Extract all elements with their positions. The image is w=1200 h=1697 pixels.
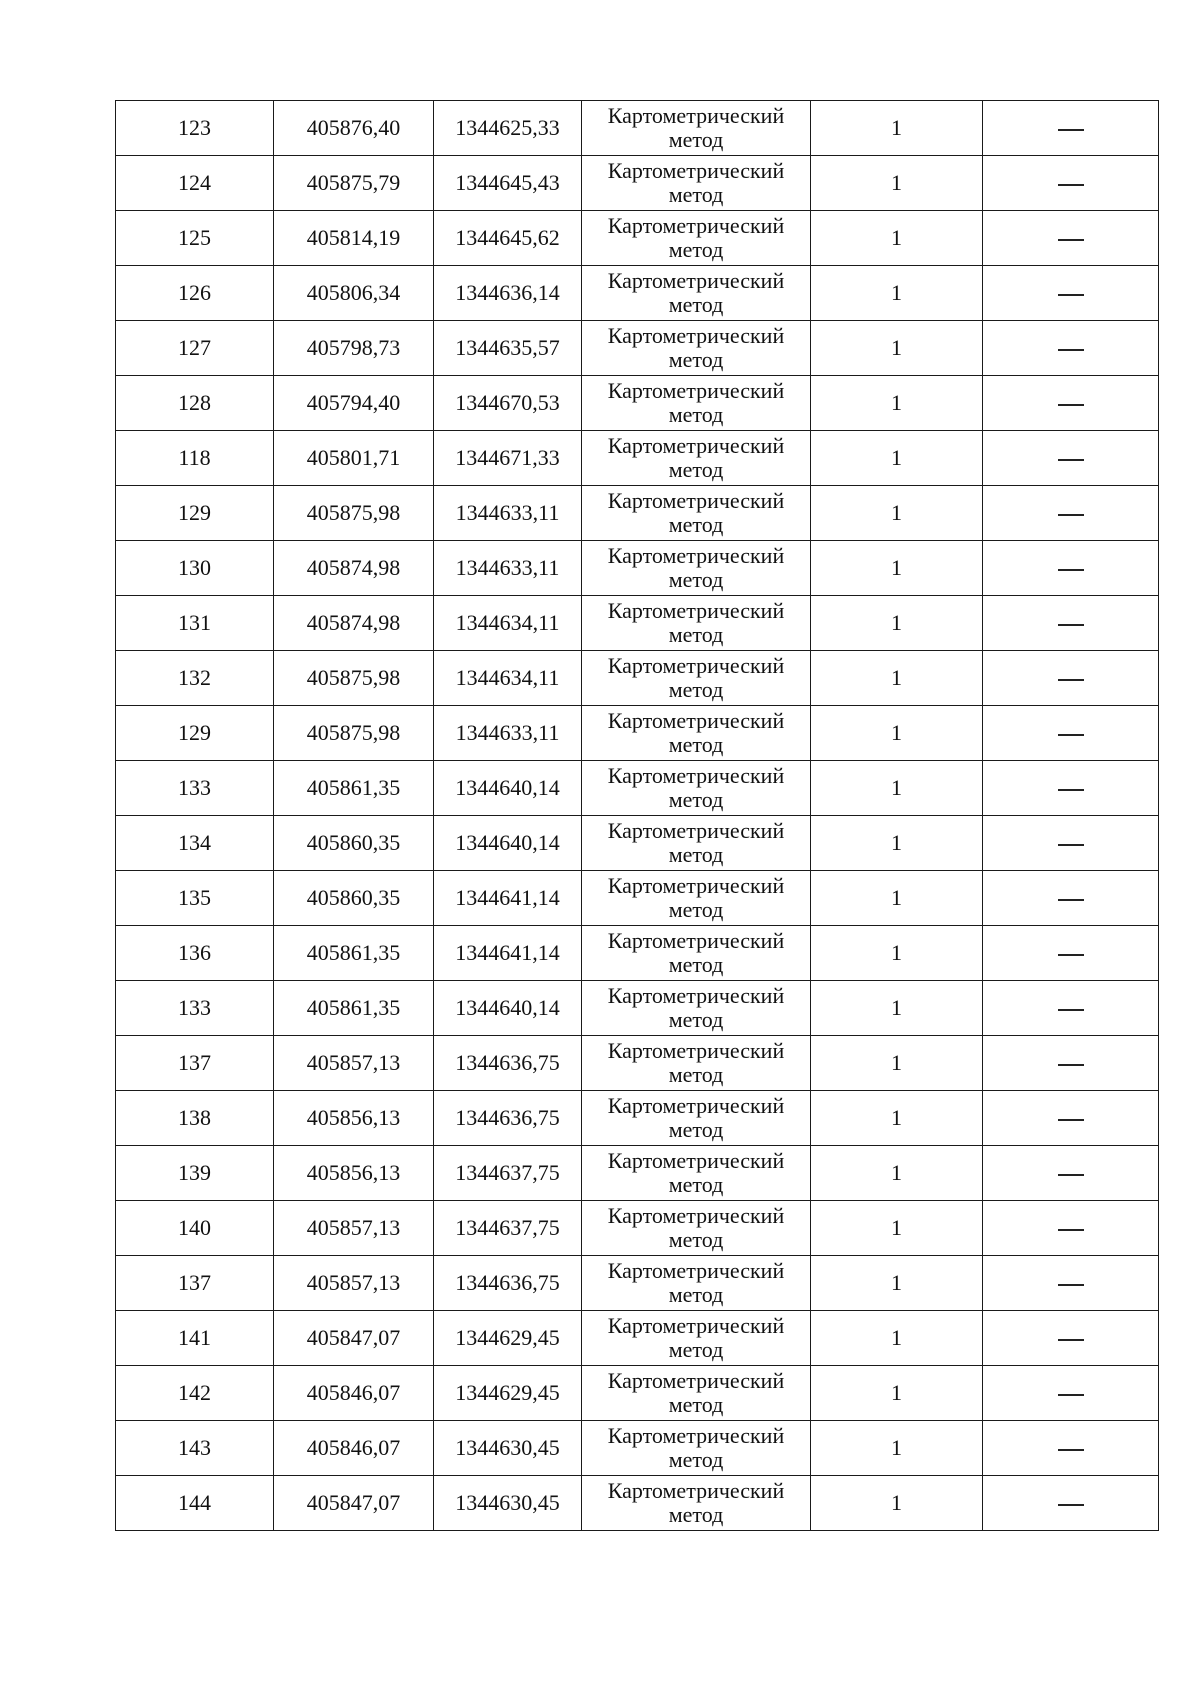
method-cell: Картометрический метод <box>582 761 811 816</box>
x-coordinate-cell: 405857,13 <box>274 1036 434 1091</box>
method-cell: Картометрический метод <box>582 541 811 596</box>
description-text <box>1084 996 1085 997</box>
method-cell: Картометрический метод <box>582 1201 811 1256</box>
point-number-cell: 129 <box>116 706 274 761</box>
point-number-cell: 123 <box>116 101 274 156</box>
table-row <box>116 486 1159 541</box>
accuracy-cell: 1 <box>811 1311 983 1366</box>
accuracy-cell: 1 <box>811 1421 983 1476</box>
point-number-cell: 118 <box>116 431 274 486</box>
description-cell <box>983 1256 1159 1311</box>
method-cell: Картометрический метод <box>582 1256 811 1311</box>
x-coordinate-cell: 405857,13 <box>274 1256 434 1311</box>
method-cell: Картометрический метод <box>582 706 811 761</box>
x-coordinate-cell: 405875,98 <box>274 706 434 761</box>
table-row <box>116 1036 1159 1091</box>
dash-mark <box>1058 679 1084 681</box>
dash-mark <box>1058 1009 1084 1011</box>
x-coordinate-cell: 405861,35 <box>274 926 434 981</box>
x-coordinate-cell: 405814,19 <box>274 211 434 266</box>
x-coordinate-cell: 405794,40 <box>274 376 434 431</box>
description-text <box>1084 1271 1085 1272</box>
description-text <box>1084 501 1085 502</box>
description-text <box>1084 1106 1085 1107</box>
x-coordinate-cell: 405875,98 <box>274 486 434 541</box>
dash-mark <box>1058 1504 1084 1506</box>
x-coordinate-cell: 405861,35 <box>274 981 434 1036</box>
point-number-cell: 132 <box>116 651 274 706</box>
table-row <box>116 1476 1159 1531</box>
description-cell <box>983 321 1159 376</box>
y-coordinate-cell: 1344630,45 <box>434 1476 582 1531</box>
point-number-cell: 133 <box>116 761 274 816</box>
x-coordinate-cell: 405875,98 <box>274 651 434 706</box>
table-row <box>116 926 1159 981</box>
dash-mark <box>1058 459 1084 461</box>
description-cell <box>983 706 1159 761</box>
y-coordinate-cell: 1344629,45 <box>434 1366 582 1421</box>
dash-mark <box>1058 239 1084 241</box>
y-coordinate-cell: 1344641,14 <box>434 871 582 926</box>
point-number-cell: 141 <box>116 1311 274 1366</box>
x-coordinate-cell: 405806,34 <box>274 266 434 321</box>
description-cell <box>983 376 1159 431</box>
description-text <box>1084 391 1085 392</box>
method-cell: Картометрический метод <box>582 981 811 1036</box>
table-row <box>116 596 1159 651</box>
description-text <box>1084 721 1085 722</box>
dash-mark <box>1058 1119 1084 1121</box>
method-cell: Картометрический метод <box>582 101 811 156</box>
point-number-cell: 142 <box>116 1366 274 1421</box>
dash-mark <box>1058 1339 1084 1341</box>
description-text <box>1084 1216 1085 1217</box>
accuracy-cell: 1 <box>811 541 983 596</box>
dash-mark <box>1058 1174 1084 1176</box>
x-coordinate-cell: 405801,71 <box>274 431 434 486</box>
dash-mark <box>1058 569 1084 571</box>
y-coordinate-cell: 1344636,14 <box>434 266 582 321</box>
accuracy-cell: 1 <box>811 211 983 266</box>
point-number-cell: 139 <box>116 1146 274 1201</box>
table-row <box>116 1201 1159 1256</box>
method-cell: Картометрический метод <box>582 871 811 926</box>
description-cell <box>983 266 1159 321</box>
y-coordinate-cell: 1344634,11 <box>434 596 582 651</box>
point-number-cell: 124 <box>116 156 274 211</box>
description-cell <box>983 1091 1159 1146</box>
x-coordinate-cell: 405860,35 <box>274 816 434 871</box>
table-row <box>116 1256 1159 1311</box>
description-cell <box>983 1036 1159 1091</box>
description-cell <box>983 211 1159 266</box>
dash-mark <box>1058 1064 1084 1066</box>
accuracy-cell: 1 <box>811 981 983 1036</box>
description-cell <box>983 651 1159 706</box>
table-row <box>116 816 1159 871</box>
method-cell: Картометрический метод <box>582 321 811 376</box>
y-coordinate-cell: 1344633,11 <box>434 706 582 761</box>
description-text <box>1084 226 1085 227</box>
point-number-cell: 126 <box>116 266 274 321</box>
y-coordinate-cell: 1344640,14 <box>434 816 582 871</box>
point-number-cell: 138 <box>116 1091 274 1146</box>
coordinates-table-body <box>116 101 1159 1531</box>
x-coordinate-cell: 405874,98 <box>274 596 434 651</box>
y-coordinate-cell: 1344630,45 <box>434 1421 582 1476</box>
dash-mark <box>1058 129 1084 131</box>
description-text <box>1084 556 1085 557</box>
y-coordinate-cell: 1344625,33 <box>434 101 582 156</box>
method-cell: Картометрический метод <box>582 376 811 431</box>
description-text <box>1084 611 1085 612</box>
description-cell <box>983 871 1159 926</box>
point-number-cell: 136 <box>116 926 274 981</box>
method-cell: Картометрический метод <box>582 211 811 266</box>
method-cell: Картометрический метод <box>582 266 811 321</box>
table-row <box>116 266 1159 321</box>
table-row <box>116 761 1159 816</box>
table-row <box>116 321 1159 376</box>
description-cell <box>983 541 1159 596</box>
description-cell <box>983 981 1159 1036</box>
description-cell <box>983 1476 1159 1531</box>
method-cell: Картометрический метод <box>582 596 811 651</box>
description-cell <box>983 1311 1159 1366</box>
method-cell: Картометрический метод <box>582 1091 811 1146</box>
point-number-cell: 127 <box>116 321 274 376</box>
description-cell <box>983 1421 1159 1476</box>
y-coordinate-cell: 1344637,75 <box>434 1201 582 1256</box>
description-text <box>1084 831 1085 832</box>
x-coordinate-cell: 405847,07 <box>274 1311 434 1366</box>
description-text <box>1084 886 1085 887</box>
method-cell: Картометрический метод <box>582 651 811 706</box>
table-row <box>116 541 1159 596</box>
y-coordinate-cell: 1344635,57 <box>434 321 582 376</box>
x-coordinate-cell: 405846,07 <box>274 1421 434 1476</box>
x-coordinate-cell: 405856,13 <box>274 1091 434 1146</box>
y-coordinate-cell: 1344637,75 <box>434 1146 582 1201</box>
description-cell <box>983 816 1159 871</box>
table-row <box>116 376 1159 431</box>
dash-mark <box>1058 184 1084 186</box>
x-coordinate-cell: 405857,13 <box>274 1201 434 1256</box>
description-text <box>1084 776 1085 777</box>
y-coordinate-cell: 1344640,14 <box>434 981 582 1036</box>
table-row <box>116 1366 1159 1421</box>
description-cell <box>983 761 1159 816</box>
dash-mark <box>1058 1449 1084 1451</box>
description-text <box>1084 666 1085 667</box>
description-text <box>1084 1161 1085 1162</box>
method-cell: Картометрический метод <box>582 816 811 871</box>
point-number-cell: 131 <box>116 596 274 651</box>
table-row <box>116 156 1159 211</box>
dash-mark <box>1058 514 1084 516</box>
accuracy-cell: 1 <box>811 1201 983 1256</box>
x-coordinate-cell: 405875,79 <box>274 156 434 211</box>
accuracy-cell: 1 <box>811 486 983 541</box>
dash-mark <box>1058 734 1084 736</box>
dash-mark <box>1058 349 1084 351</box>
description-text <box>1084 171 1085 172</box>
table-row <box>116 211 1159 266</box>
accuracy-cell: 1 <box>811 706 983 761</box>
y-coordinate-cell: 1344636,75 <box>434 1091 582 1146</box>
y-coordinate-cell: 1344641,14 <box>434 926 582 981</box>
method-cell: Картометрический метод <box>582 926 811 981</box>
description-text <box>1084 116 1085 117</box>
method-cell: Картометрический метод <box>582 1476 811 1531</box>
description-cell <box>983 156 1159 211</box>
y-coordinate-cell: 1344633,11 <box>434 541 582 596</box>
description-text <box>1084 941 1085 942</box>
coordinates-table <box>115 100 1159 1531</box>
accuracy-cell: 1 <box>811 376 983 431</box>
point-number-cell: 137 <box>116 1036 274 1091</box>
accuracy-cell: 1 <box>811 1256 983 1311</box>
description-text <box>1084 1326 1085 1327</box>
method-cell: Картометрический метод <box>582 1146 811 1201</box>
accuracy-cell: 1 <box>811 596 983 651</box>
accuracy-cell: 1 <box>811 266 983 321</box>
dash-mark <box>1058 624 1084 626</box>
dash-mark <box>1058 1229 1084 1231</box>
description-cell <box>983 1201 1159 1256</box>
accuracy-cell: 1 <box>811 431 983 486</box>
point-number-cell: 140 <box>116 1201 274 1256</box>
table-row <box>116 981 1159 1036</box>
point-number-cell: 144 <box>116 1476 274 1531</box>
description-cell <box>983 486 1159 541</box>
description-cell <box>983 431 1159 486</box>
accuracy-cell: 1 <box>811 926 983 981</box>
accuracy-cell: 1 <box>811 321 983 376</box>
accuracy-cell: 1 <box>811 871 983 926</box>
description-cell <box>983 101 1159 156</box>
table-row <box>116 1311 1159 1366</box>
dash-mark <box>1058 789 1084 791</box>
method-cell: Картометрический метод <box>582 1311 811 1366</box>
accuracy-cell: 1 <box>811 1146 983 1201</box>
x-coordinate-cell: 405798,73 <box>274 321 434 376</box>
x-coordinate-cell: 405861,35 <box>274 761 434 816</box>
accuracy-cell: 1 <box>811 1366 983 1421</box>
method-cell: Картометрический метод <box>582 486 811 541</box>
method-cell: Картометрический метод <box>582 1036 811 1091</box>
description-cell <box>983 596 1159 651</box>
description-cell <box>983 926 1159 981</box>
accuracy-cell: 1 <box>811 1091 983 1146</box>
point-number-cell: 125 <box>116 211 274 266</box>
y-coordinate-cell: 1344670,53 <box>434 376 582 431</box>
accuracy-cell: 1 <box>811 156 983 211</box>
description-text <box>1084 1051 1085 1052</box>
dash-mark <box>1058 404 1084 406</box>
y-coordinate-cell: 1344636,75 <box>434 1256 582 1311</box>
accuracy-cell: 1 <box>811 651 983 706</box>
point-number-cell: 129 <box>116 486 274 541</box>
description-text <box>1084 281 1085 282</box>
y-coordinate-cell: 1344645,43 <box>434 156 582 211</box>
description-cell <box>983 1366 1159 1421</box>
description-cell <box>983 1146 1159 1201</box>
point-number-cell: 134 <box>116 816 274 871</box>
y-coordinate-cell: 1344629,45 <box>434 1311 582 1366</box>
y-coordinate-cell: 1344633,11 <box>434 486 582 541</box>
point-number-cell: 130 <box>116 541 274 596</box>
accuracy-cell: 1 <box>811 101 983 156</box>
point-number-cell: 133 <box>116 981 274 1036</box>
accuracy-cell: 1 <box>811 1036 983 1091</box>
y-coordinate-cell: 1344640,14 <box>434 761 582 816</box>
description-text <box>1084 1381 1085 1382</box>
description-text <box>1084 1436 1085 1437</box>
method-cell: Картометрический метод <box>582 1366 811 1421</box>
x-coordinate-cell: 405847,07 <box>274 1476 434 1531</box>
table-row <box>116 706 1159 761</box>
table-row <box>116 1091 1159 1146</box>
x-coordinate-cell: 405846,07 <box>274 1366 434 1421</box>
method-cell: Картометрический метод <box>582 431 811 486</box>
x-coordinate-cell: 405876,40 <box>274 101 434 156</box>
accuracy-cell: 1 <box>811 1476 983 1531</box>
y-coordinate-cell: 1344671,33 <box>434 431 582 486</box>
accuracy-cell: 1 <box>811 761 983 816</box>
dash-mark <box>1058 1394 1084 1396</box>
dash-mark <box>1058 844 1084 846</box>
table-row <box>116 651 1159 706</box>
point-number-cell: 135 <box>116 871 274 926</box>
dash-mark <box>1058 294 1084 296</box>
method-cell: Картометрический метод <box>582 1421 811 1476</box>
point-number-cell: 143 <box>116 1421 274 1476</box>
dash-mark <box>1058 954 1084 956</box>
x-coordinate-cell: 405860,35 <box>274 871 434 926</box>
accuracy-cell: 1 <box>811 816 983 871</box>
description-text <box>1084 446 1085 447</box>
x-coordinate-cell: 405874,98 <box>274 541 434 596</box>
y-coordinate-cell: 1344636,75 <box>434 1036 582 1091</box>
y-coordinate-cell: 1344645,62 <box>434 211 582 266</box>
dash-mark <box>1058 899 1084 901</box>
table-row <box>116 431 1159 486</box>
table-row <box>116 871 1159 926</box>
dash-mark <box>1058 1284 1084 1286</box>
table-row <box>116 1421 1159 1476</box>
description-text <box>1084 336 1085 337</box>
y-coordinate-cell: 1344634,11 <box>434 651 582 706</box>
method-cell: Картометрический метод <box>582 156 811 211</box>
description-text <box>1084 1491 1085 1492</box>
x-coordinate-cell: 405856,13 <box>274 1146 434 1201</box>
table-row <box>116 101 1159 156</box>
point-number-cell: 137 <box>116 1256 274 1311</box>
table-row <box>116 1146 1159 1201</box>
point-number-cell: 128 <box>116 376 274 431</box>
